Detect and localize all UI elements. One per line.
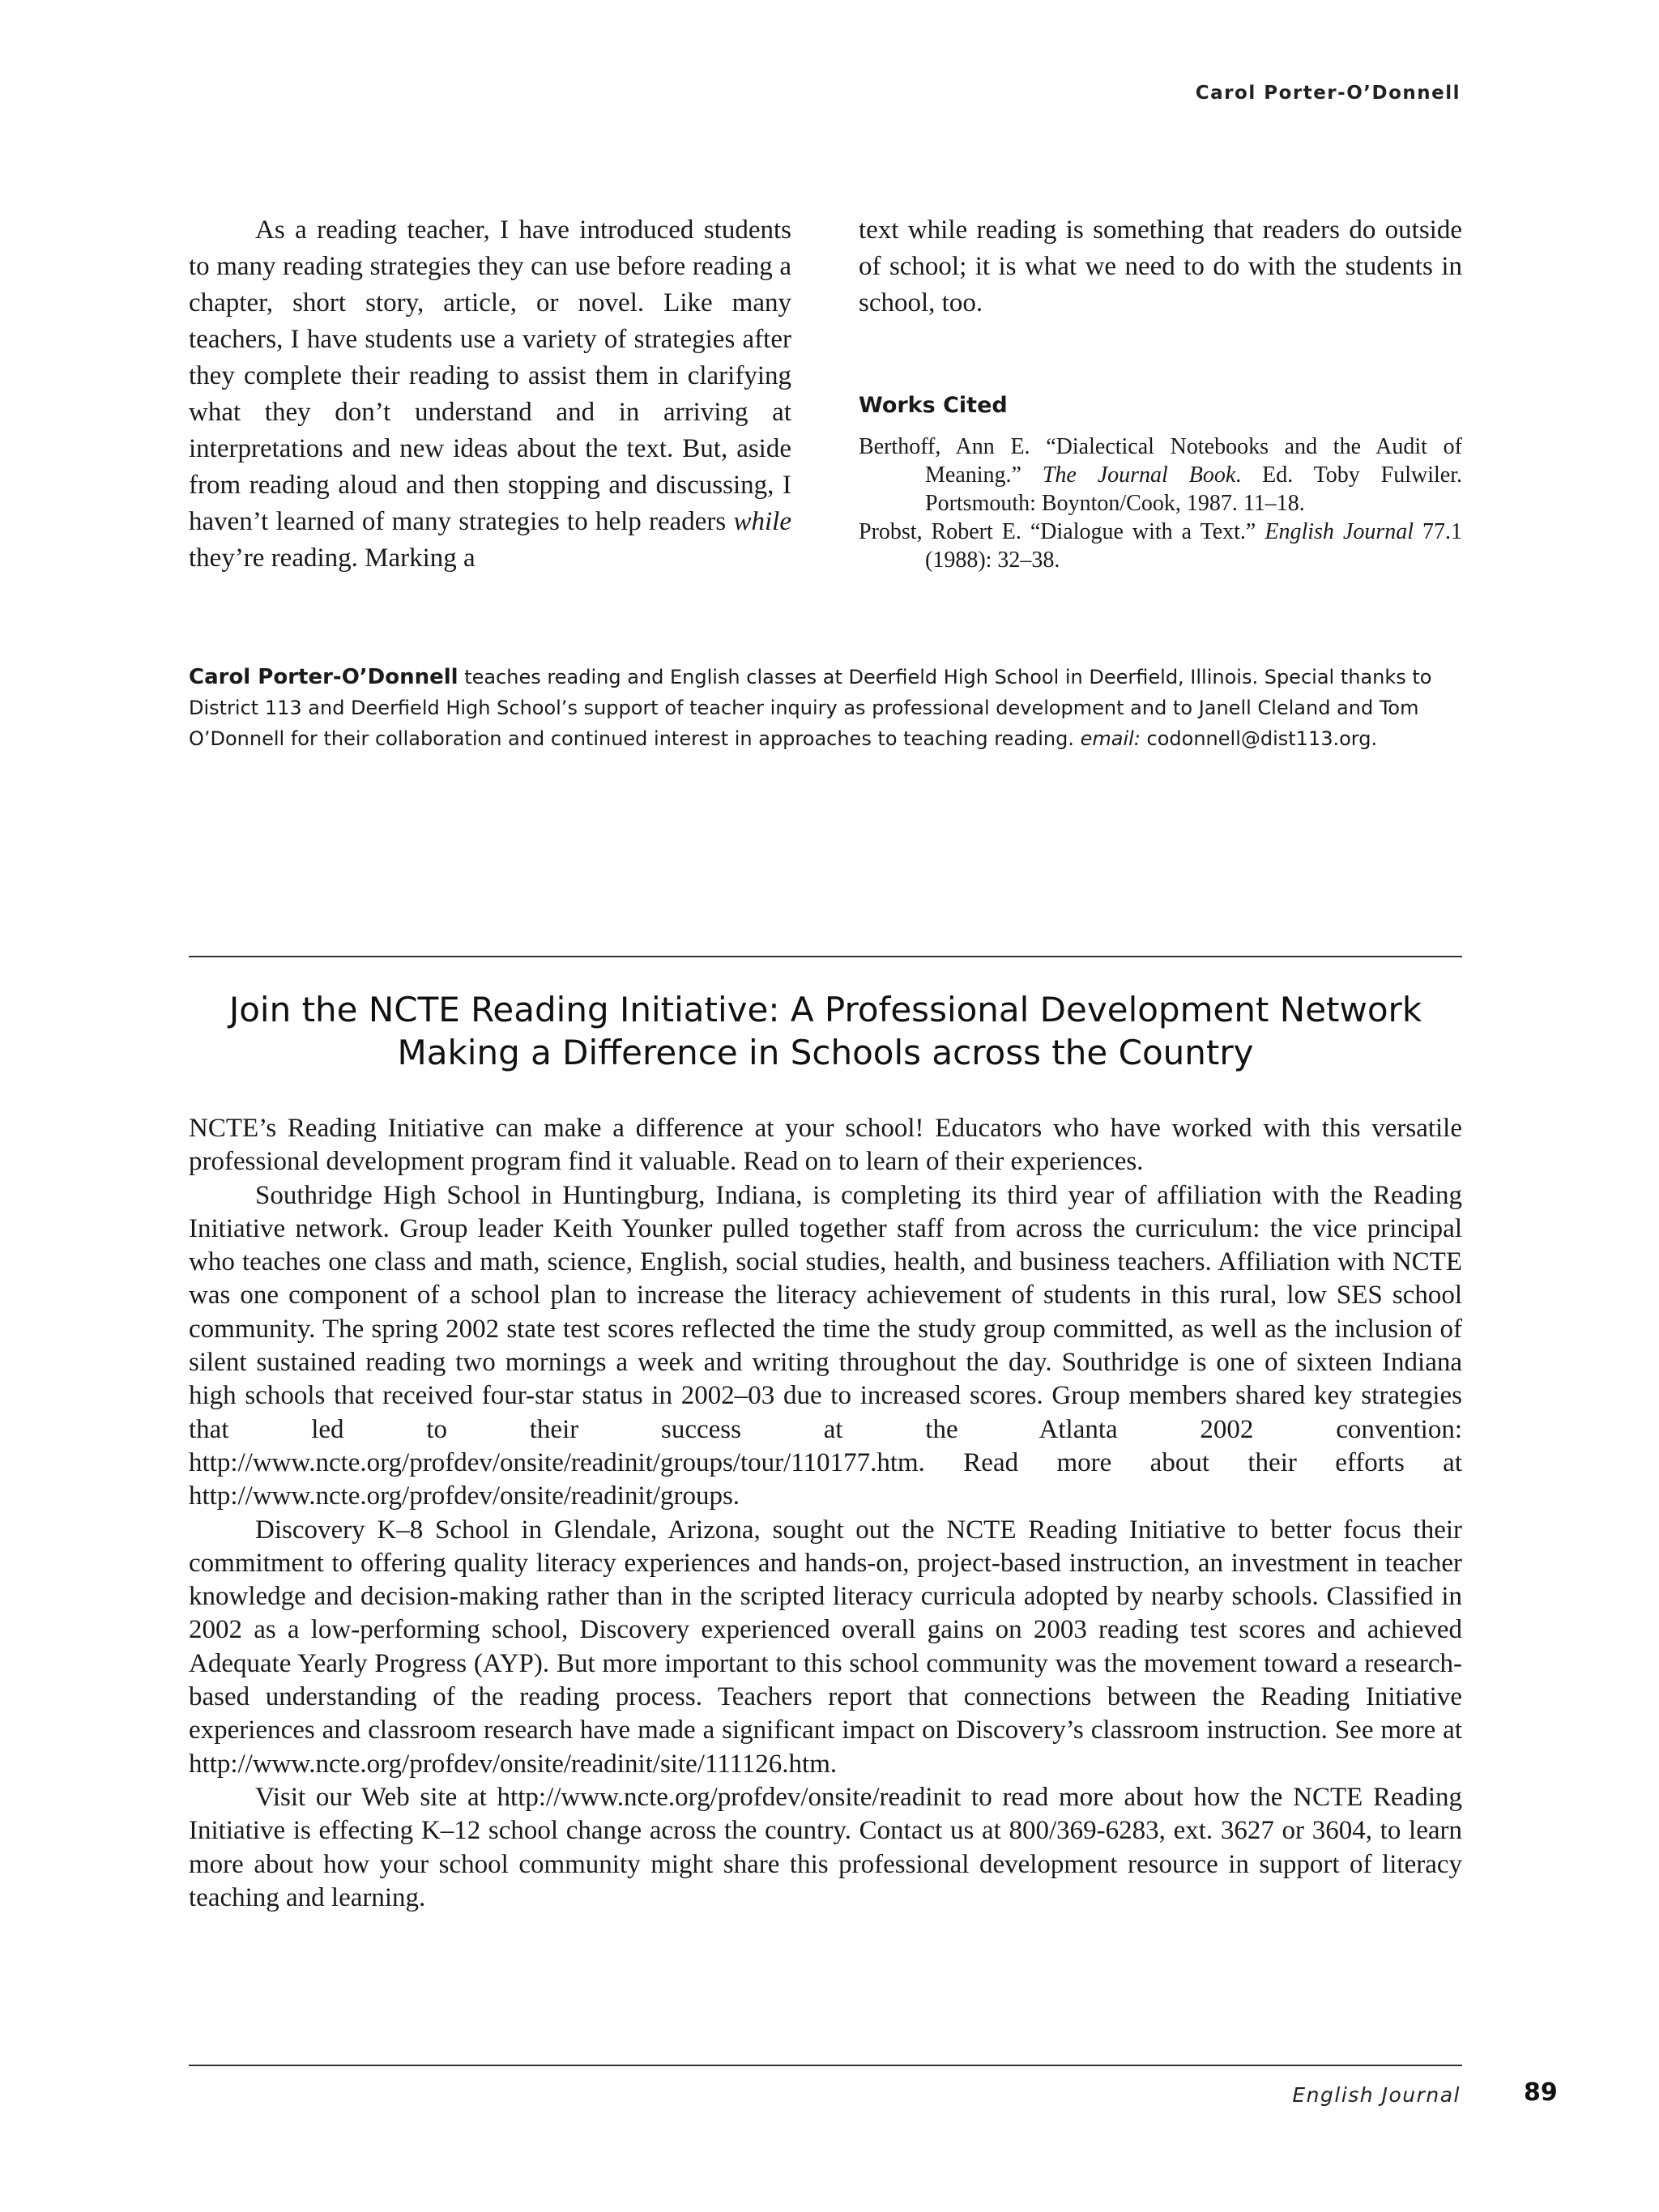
article-left-column — [189, 212, 791, 577]
running-head: Carol Porter-O’Donnell — [1195, 83, 1461, 104]
article-right-column — [859, 212, 1462, 322]
citation-text: 77.1 (1988): 32–38. — [925, 519, 1463, 573]
citation-title: English Journal — [1265, 519, 1414, 544]
footer-divider — [189, 2065, 1462, 2066]
author-name: Carol Porter-O’Donnell — [189, 665, 458, 689]
article-paragraph — [189, 212, 791, 577]
works-cited-entry — [859, 518, 1462, 574]
article-text: As a reading teacher, I have introduced students to many reading strategies they can use before reading a chapter, short story, article, or novel. Like many teachers, I have students use a variety of strategies after they complete their reading to assist them in clarifying what they don’t understand and in arriving at interpretations and new ideas about the text. But, aside from reading aloud and then stopping and discussing, I haven’t learned of many strategies to help readers — [189, 215, 791, 536]
citation-title: The Journal Book — [1042, 462, 1236, 488]
citation-text: Probst, Robert E. “Dialogue with a Text.” — [859, 519, 1265, 544]
ad-title-line: Join the NCTE Reading Initiative: A Professional Development Network — [228, 990, 1422, 1029]
bio-text: teaches reading and English classes at Deerfield High School in Deerfield, Illinois. Special thanks to District 113 and Deerfield High School’s support of teacher inquiry as professional development and to Janell Cleland and Tom O’Donnell for their collaboration and continued interest in approaches to teaching reading. — [189, 666, 1432, 750]
article-continuation: text while reading is something that readers do outside of school; it is what we need to do with the students in school, too. — [859, 215, 1462, 318]
author-bio — [189, 662, 1462, 754]
works-cited-heading: Works Cited — [859, 393, 1008, 418]
author-email[interactable]: codonnell@dist113.org. — [1140, 727, 1378, 750]
footer-journal-name: English Journal — [1292, 2083, 1461, 2107]
article-text-tail: they’re reading. Marking a — [189, 543, 476, 573]
works-cited-entry — [859, 433, 1462, 518]
citation-text: Berthoff, Ann E. “Dialectical Notebooks and the Audit of Meaning.” — [859, 434, 1462, 488]
email-label: email: — [1080, 727, 1141, 750]
works-cited-list — [859, 433, 1462, 574]
ad-title — [189, 988, 1462, 1074]
citation-text: . Ed. Toby Fulwiler. Portsmouth: Boynton/Cook, 1987. 11–18. — [925, 462, 1462, 516]
ad-body — [189, 1112, 1462, 1915]
ad-paragraph: NCTE’s Reading Initiative can make a difference at your school! Educators who have worked with this versatile professional development program find it valuable. Read on to learn of their experiences. — [189, 1114, 1462, 1177]
ad-title-line: Making a Difference in Schools across the Country — [397, 1033, 1254, 1072]
section-divider — [189, 956, 1462, 957]
ad-paragraph: Discovery K–8 School in Glendale, Arizona, sought out the NCTE Reading Initiative to better focus their commitment to offering quality literacy experiences and hands-on, project-based instruction, an investment in teacher knowledge and decision-making rather than in the scripted literacy curricula adopted by nearby schools. Classified in 2002 as a low-performing school, Discovery experienced overall gains on 2003 reading test scores and achieved Adequate Yearly Progress (AYP). But more important to this school community was the movement toward a research-based understanding of the reading process. Teachers report that connections between the Reading Initiative experiences and classroom research have made a significant impact on Discovery’s classroom instruction. See more at http://www.ncte.org/profdev/onsite/readinit/site/111126.htm. — [189, 1515, 1462, 1779]
ad-paragraph: Southridge High School in Huntingburg, Indiana, is completing its third year of affiliation with the Reading Initiative network. Group leader Keith Younker pulled together staff from across the curriculum: the vice principal who teaches one class and math, science, English, social studies, health, and business teachers. Affiliation with NCTE was one component of a school plan to increase the literacy achievement of students in this rural, low SES school community. The spring 2002 state test scores reflected the time the study group committed, as well as the inclusion of silent sustained reading two mornings a week and writing throughout the day. Southridge is one of sixteen Indiana high schools that received four-star status in 2002–03 due to increased scores. Group members shared key strategies that led to their success at the Atlanta 2002 convention: http://www.ncte.org/profdev/onsite/readinit/groups/tour/110177.htm. Read more about their efforts at http://www.ncte.org/profdev/onsite/readinit/groups. — [189, 1180, 1462, 1511]
ad-paragraph: Visit our Web site at http://www.ncte.org/profdev/onsite/readinit to read more about how the NCTE Reading Initiative is effecting K–12 school change across the country. Contact us at 800/369-6283, ext. 3627 or 3604, to learn more about how your school community might share this professional development resource in support of literacy teaching and learning. — [189, 1782, 1462, 1912]
page-number: 89 — [1524, 2078, 1558, 2107]
article-emphasis: while — [733, 507, 791, 536]
